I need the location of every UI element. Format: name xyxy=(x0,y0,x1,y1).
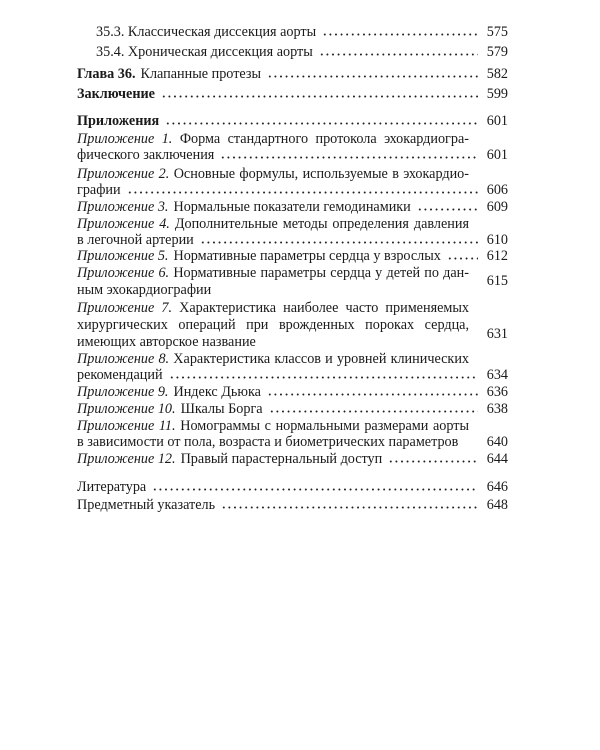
toc-entry-page: 612 xyxy=(486,248,508,264)
dot-leader xyxy=(161,87,478,98)
toc-entry-app1-line1 xyxy=(77,131,469,147)
toc-entry-chapter-36[interactable] xyxy=(77,66,508,82)
toc-entry-page: 606 xyxy=(486,182,508,198)
toc-entry-app1[interactable] xyxy=(77,147,508,163)
toc-entry-app8-line1 xyxy=(77,351,469,367)
dot-leader xyxy=(417,200,478,211)
appendix-title-line2: фического заключения xyxy=(77,147,215,163)
appendix-label: Приложение 6. xyxy=(77,265,170,281)
toc-entry-app5[interactable] xyxy=(77,248,508,264)
dot-leader xyxy=(152,480,478,491)
appendix-label: Приложение 1. xyxy=(77,131,173,147)
toc-entry-title: Приложения xyxy=(77,113,160,129)
dot-leader xyxy=(267,67,478,78)
toc-entry-page: 575 xyxy=(486,24,508,40)
toc-entry-title: 35.4. Хроническая диссекция аорты xyxy=(96,44,313,60)
toc-entry-title: Шкалы Борга xyxy=(180,401,263,417)
toc-entry-app7-line1 xyxy=(77,300,469,316)
toc-entry-app11-line1 xyxy=(77,418,469,434)
toc-entry-35-4[interactable] xyxy=(96,44,508,60)
appendix-label: Приложение 9. xyxy=(77,384,169,400)
toc-entry-app4-line1 xyxy=(77,216,469,232)
appendix-title-line3: имеющих авторское название xyxy=(77,334,256,350)
toc-entry-app8[interactable] xyxy=(77,367,508,383)
toc-entry-app10[interactable] xyxy=(77,401,508,417)
toc-entry-title: Заключение xyxy=(77,86,155,102)
appendix-label: Приложение 3. xyxy=(77,199,169,215)
toc-entry-page[interactable]: 615 xyxy=(486,273,508,289)
toc-entry-page[interactable]: 640 xyxy=(486,434,508,450)
toc-entry-page: 601 xyxy=(486,113,508,129)
appendix-title-line2: рекомендаций xyxy=(77,367,163,383)
appendix-title-line1: Нормативные параметры сердца у детей по дан- xyxy=(173,265,469,281)
toc-entry-page[interactable]: 631 xyxy=(486,326,508,342)
toc-entry-app6-line1 xyxy=(77,265,469,281)
toc-entry-title: Литература xyxy=(77,479,147,495)
appendix-title-line1: Характеристика классов и уровней клинических xyxy=(173,351,470,367)
dot-leader xyxy=(447,249,478,260)
toc-entry-app2[interactable] xyxy=(77,182,508,198)
appendix-title-line1: Характеристика наиболее часто применяемых xyxy=(179,300,470,316)
appendix-title-line1: Форма стандартного протокола эхокардиогра- xyxy=(179,131,469,147)
dot-leader xyxy=(319,45,478,56)
toc-entry-35-3[interactable] xyxy=(96,24,508,40)
toc-entry-index[interactable] xyxy=(77,497,508,513)
dot-leader xyxy=(165,114,478,125)
appendix-label: Приложение 10. xyxy=(77,401,176,417)
appendix-label: Приложение 7. xyxy=(77,300,173,316)
toc-entry-app12[interactable] xyxy=(77,451,508,467)
dot-leader xyxy=(200,233,478,244)
appendix-title-line2: хирургических операций при врожденных пороках сердца, xyxy=(77,317,469,333)
appendix-title-line2: ным эхокардиографии xyxy=(77,282,212,298)
appendix-title-line2: в легочной артерии xyxy=(77,232,194,248)
toc-entry-page: 646 xyxy=(486,479,508,495)
toc-entry-conclusion[interactable] xyxy=(77,86,508,102)
toc-entry-title: Нормальные показатели гемодинамики xyxy=(173,199,411,215)
dot-leader xyxy=(267,385,478,396)
dot-leader xyxy=(220,148,478,159)
appendix-label: Приложение 4. xyxy=(77,216,170,232)
appendix-title-line1: Основные формулы, используемые в эхокардио- xyxy=(173,166,469,182)
toc-entry-page: 638 xyxy=(486,401,508,417)
toc-entry-app9[interactable] xyxy=(77,384,508,400)
appendix-title-line1: Номограммы с нормальными размерами аорты xyxy=(180,418,470,434)
toc-entry-app2-line1 xyxy=(77,166,469,182)
appendix-label: Приложение 8. xyxy=(77,351,170,367)
appendix-label: Приложение 12. xyxy=(77,451,176,467)
appendix-label: Приложение 2. xyxy=(77,166,170,182)
appendix-title-line1: Дополнительные методы определения давления xyxy=(174,216,469,232)
toc-entry-page: 582 xyxy=(486,66,508,82)
toc-entry-title: Предметный указатель xyxy=(77,497,216,513)
toc-entry-app3[interactable] xyxy=(77,199,508,215)
dot-leader xyxy=(127,183,478,194)
dot-leader xyxy=(322,25,478,36)
appendix-title-line2: графии xyxy=(77,182,121,198)
toc-entry-page: 579 xyxy=(486,44,508,60)
dot-leader xyxy=(269,402,478,413)
appendix-title-line2: в зависимости от пола, возраста и биометрических параметров xyxy=(77,434,459,450)
toc-entry-title: 35.3. Классическая диссекция аорты xyxy=(96,24,317,40)
toc-entry-appendices[interactable] xyxy=(77,113,508,129)
toc-entry-page: 601 xyxy=(486,147,508,163)
toc-entry-title: Клапанные протезы xyxy=(140,66,262,82)
dot-leader xyxy=(388,452,478,463)
toc-entry-page: 609 xyxy=(486,199,508,215)
toc-entry-page: 636 xyxy=(486,384,508,400)
appendix-label: Приложение 5. xyxy=(77,248,169,264)
toc-entry-page: 644 xyxy=(486,451,508,467)
toc-entry-app4[interactable] xyxy=(77,232,508,248)
appendix-label: Приложение 11. xyxy=(77,418,176,434)
toc-entry-page: 599 xyxy=(486,86,508,102)
toc-entry-title: Индекс Дьюка xyxy=(173,384,261,400)
toc-entry-page: 648 xyxy=(486,497,508,513)
dot-leader xyxy=(169,368,478,379)
toc-entry-page: 634 xyxy=(486,367,508,383)
toc-entry-page: 610 xyxy=(486,232,508,248)
toc-entry-literature[interactable] xyxy=(77,479,508,495)
toc-entry-title: Правый парастернальный доступ xyxy=(180,451,383,467)
dot-leader xyxy=(221,498,478,509)
chapter-label: Глава 36. xyxy=(77,66,136,82)
toc-entry-title: Нормативные параметры сердца у взрослых xyxy=(173,248,441,264)
